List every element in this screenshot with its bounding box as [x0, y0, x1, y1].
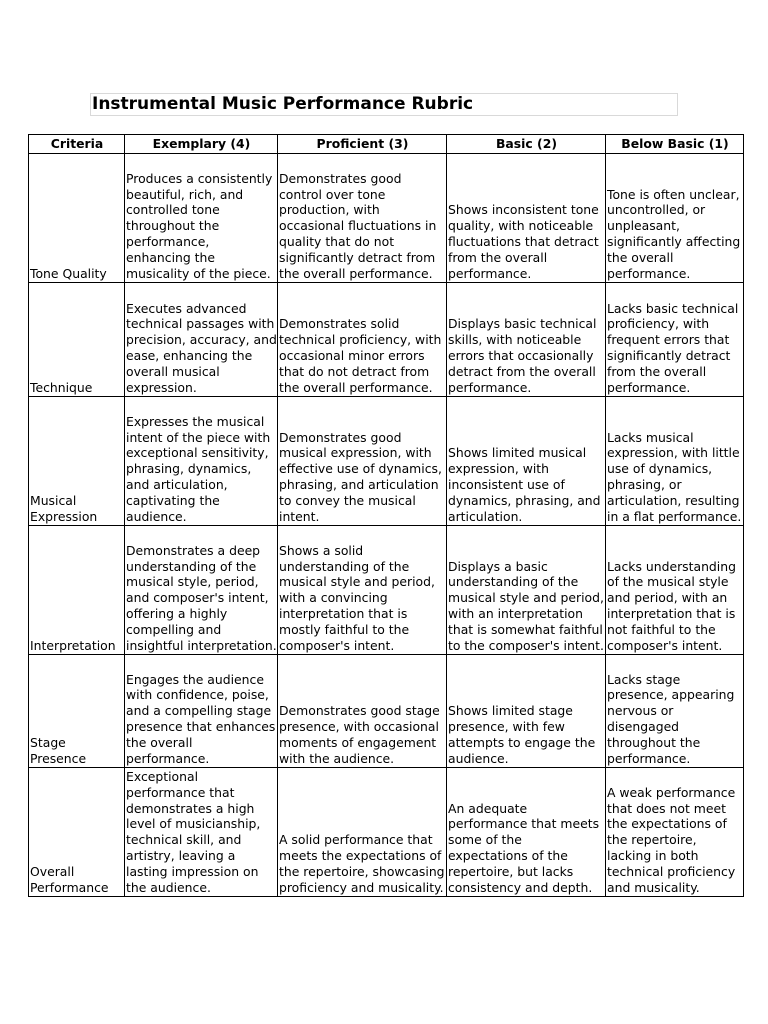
rubric-table — [28, 134, 744, 897]
table-row — [29, 768, 744, 897]
exemplary-cell: Executes advanced technical passages with precision, accuracy, and ease, enhancing the overall musical expression. — [125, 283, 278, 397]
below-basic-cell: Tone is often unclear, uncontrolled, or unpleasant, significantly affecting the overall performance. — [606, 154, 744, 283]
criteria-cell: Musical Expression — [29, 397, 125, 526]
criteria-cell: Overall Performance — [29, 768, 125, 897]
header-row — [29, 135, 744, 154]
criteria-cell: Interpretation — [29, 526, 125, 655]
header-proficient: Proficient (3) — [278, 135, 447, 154]
exemplary-cell: Produces a consistently beautiful, rich, and controlled tone throughout the performance, enhancing the musicality of the piece. — [125, 154, 278, 283]
exemplary-cell: Demonstrates a deep understanding of the musical style, period, and composer's intent, offering a highly compelling and insightful interpretation. — [125, 526, 278, 655]
table-row — [29, 655, 744, 768]
header-basic: Basic (2) — [447, 135, 606, 154]
table-row — [29, 283, 744, 397]
basic-cell: An adequate performance that meets some of the expectations of the repertoire, but lacks consistency and depth. — [447, 768, 606, 897]
proficient-cell: A solid performance that meets the expectations of the repertoire, showcasing proficiency and musicality. — [278, 768, 447, 897]
header-criteria: Criteria — [29, 135, 125, 154]
basic-cell: Shows limited stage presence, with few attempts to engage the audience. — [447, 655, 606, 768]
basic-cell: Shows inconsistent tone quality, with noticeable fluctuations that detract from the overall performance. — [447, 154, 606, 283]
below-basic-cell: Lacks basic technical proficiency, with frequent errors that significantly detract from the overall performance. — [606, 283, 744, 397]
criteria-cell: Stage Presence — [29, 655, 125, 768]
proficient-cell: Demonstrates good musical expression, with effective use of dynamics, phrasing, and articulation to convey the musical intent. — [278, 397, 447, 526]
proficient-cell: Demonstrates good control over tone production, with occasional fluctuations in quality that do not significantly detract from the overall performance. — [278, 154, 447, 283]
proficient-cell: Demonstrates solid technical proficiency, with occasional minor errors that do not detract from the overall performance. — [278, 283, 447, 397]
table-row — [29, 154, 744, 283]
exemplary-cell: Exceptional performance that demonstrates a high level of musicianship, technical skill, and artistry, leaving a lasting impression on the audience. — [125, 768, 278, 897]
proficient-cell: Shows a solid understanding of the musical style and period, with a convincing interpretation that is mostly faithful to the composer's intent. — [278, 526, 447, 655]
header-exemplary: Exemplary (4) — [125, 135, 278, 154]
below-basic-cell: A weak performance that does not meet the expectations of the repertoire, lacking in both technical proficiency and musicality. — [606, 768, 744, 897]
criteria-cell: Technique — [29, 283, 125, 397]
exemplary-cell: Engages the audience with confidence, poise, and a compelling stage presence that enhances the overall performance. — [125, 655, 278, 768]
basic-cell: Shows limited musical expression, with inconsistent use of dynamics, phrasing, and articulation. — [447, 397, 606, 526]
basic-cell: Displays basic technical skills, with noticeable errors that occasionally detract from the overall performance. — [447, 283, 606, 397]
exemplary-cell: Expresses the musical intent of the piece with exceptional sensitivity, phrasing, dynamics, and articulation, captivating the audience. — [125, 397, 278, 526]
table-row — [29, 526, 744, 655]
page-title: Instrumental Music Performance Rubric — [90, 93, 678, 116]
table-row — [29, 397, 744, 526]
header-below-basic: Below Basic (1) — [606, 135, 744, 154]
basic-cell: Displays a basic understanding of the musical style and period, with an interpretation that is somewhat faithful to the composer's intent. — [447, 526, 606, 655]
below-basic-cell: Lacks stage presence, appearing nervous or disengaged throughout the performance. — [606, 655, 744, 768]
below-basic-cell: Lacks musical expression, with little use of dynamics, phrasing, or articulation, resulting in a flat performance. — [606, 397, 744, 526]
below-basic-cell: Lacks understanding of the musical style and period, with an interpretation that is not faithful to the composer's intent. — [606, 526, 744, 655]
criteria-cell: Tone Quality — [29, 154, 125, 283]
proficient-cell: Demonstrates good stage presence, with occasional moments of engagement with the audience. — [278, 655, 447, 768]
